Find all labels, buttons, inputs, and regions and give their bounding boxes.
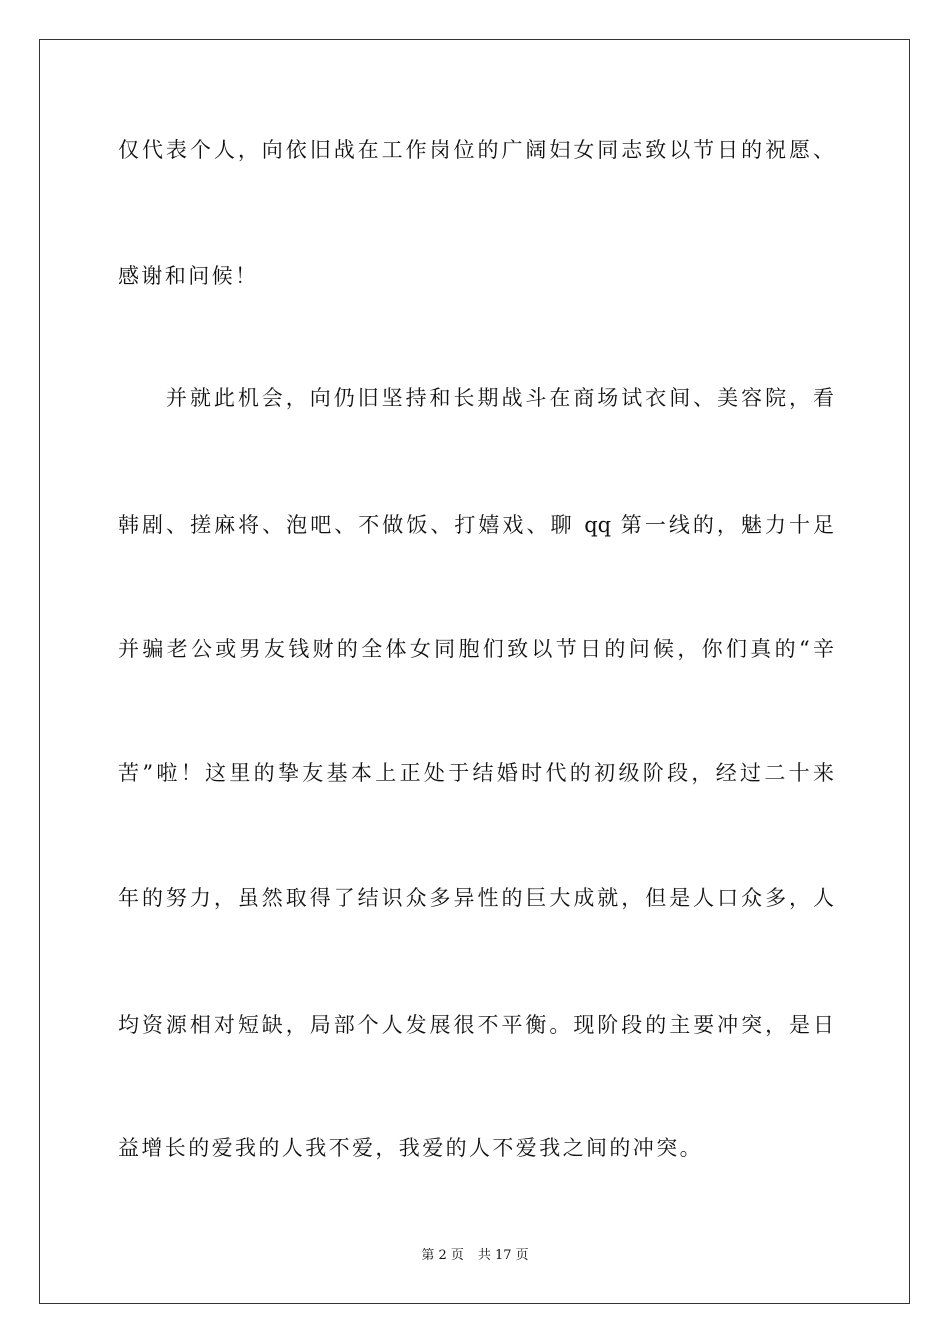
- text-line: 并就此机会，向仍旧坚持和长期战斗在商场试衣间、美容院，看: [118, 386, 834, 410]
- text-line: 仅代表个人，向依旧战在工作岗位的广阔妇女同志致以节日的祝愿、: [118, 138, 834, 162]
- page-footer: [0, 1247, 950, 1265]
- page-border: [39, 39, 910, 1304]
- text-line: 感谢和问候！: [118, 264, 259, 288]
- text-line: 苦”啦！这里的挚友基本上正处于结婚时代的初级阶段，经过二十来: [118, 761, 834, 785]
- text-line: 均资源相对短缺，局部个人发展很不平衡。现阶段的主要冲突，是日: [118, 1013, 834, 1037]
- text-line: 并骗老公或男友钱财的全体女同胞们致以节日的问候，你们真的“辛: [118, 637, 834, 661]
- page-number: 第 2 页: [421, 1248, 464, 1263]
- total-pages: 共 17 页: [477, 1248, 529, 1263]
- text-line: 韩剧、搓麻将、泡吧、不做饭、打嬉戏、聊 qq 第一线的，魅力十足: [118, 513, 834, 537]
- text-line: 益增长的爱我的人我不爱，我爱的人不爱我之间的冲突。: [118, 1136, 703, 1160]
- text-line: 年的努力，虽然取得了结识众多异性的巨大成就，但是人口众多，人: [118, 886, 834, 910]
